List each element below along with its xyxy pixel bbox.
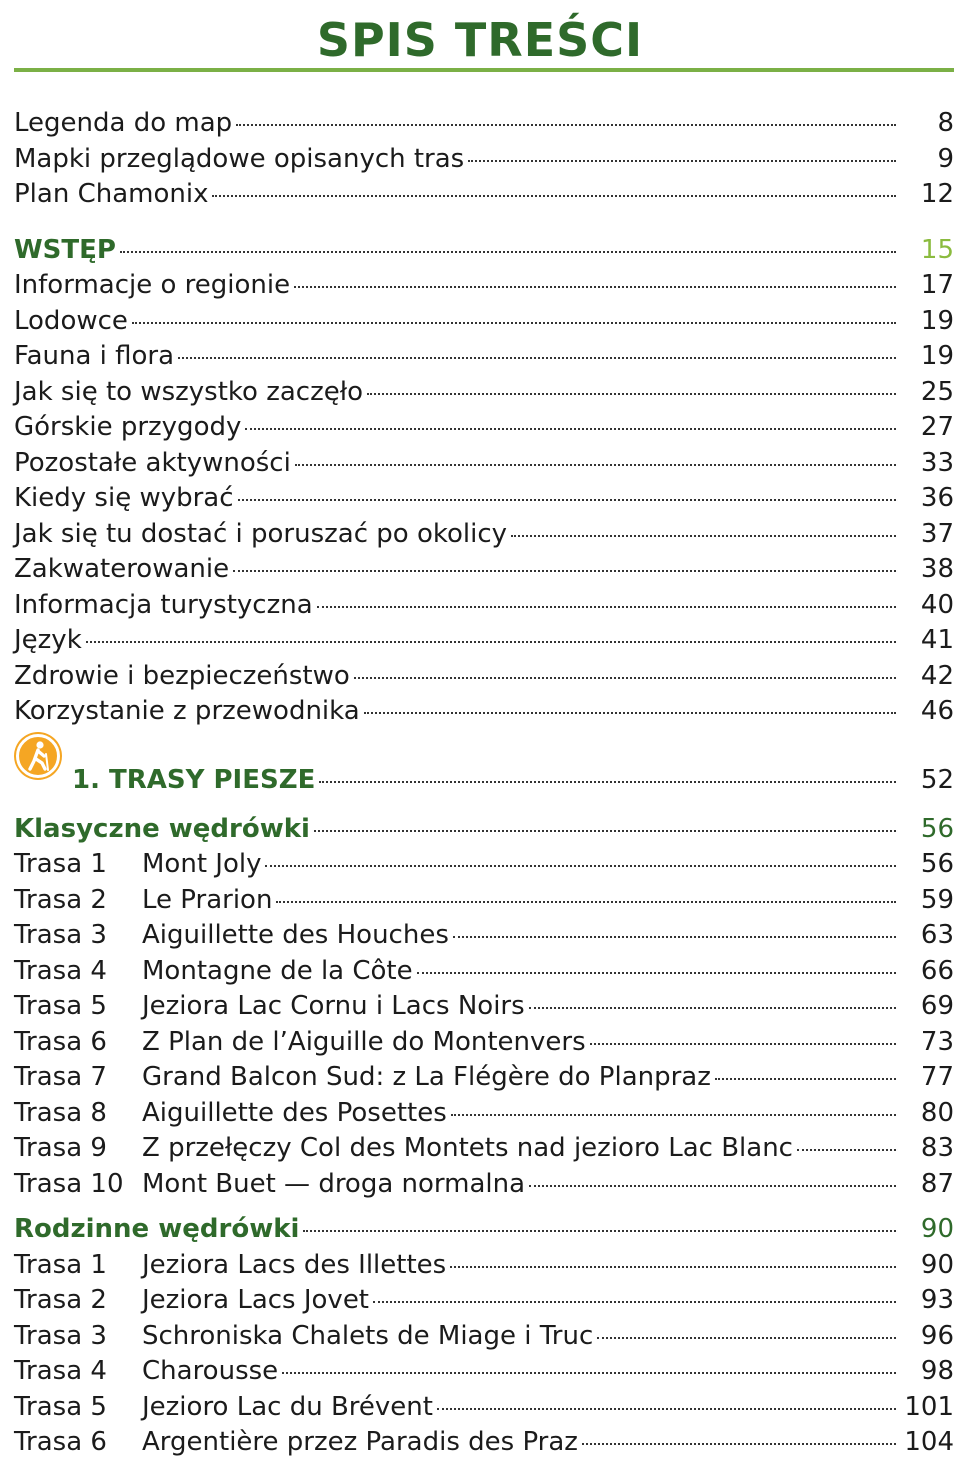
toc-page-number: 38 — [920, 554, 954, 584]
toc-page-number: 90 — [920, 1249, 954, 1280]
toc-page-number: 73 — [920, 1026, 954, 1057]
toc-page-number: 52 — [920, 764, 954, 795]
toc-heading-intro[interactable] — [14, 233, 954, 269]
dot-leader — [282, 1372, 896, 1374]
toc-entry-label: Mont Buet — droga normalna — [142, 1168, 526, 1199]
route-number: Trasa 5 — [14, 1391, 107, 1422]
page-title: SPIS TREŚCI — [316, 13, 644, 67]
route-number: Trasa 6 — [14, 1427, 107, 1457]
toc-entry-label: Jezioro Lac du Brévent — [142, 1391, 433, 1422]
toc-entry-label: Grand Balcon Sud: z La Flégère do Planpraz — [142, 1062, 711, 1092]
route-number: Trasa 1 — [14, 1249, 107, 1280]
route-number: Trasa 2 — [14, 1285, 107, 1315]
dot-leader — [317, 606, 896, 608]
toc-entry[interactable] — [14, 1390, 954, 1426]
toc-entry-label: Montagne de la Côte — [142, 955, 413, 986]
toc-heading-label: Rodzinne wędrówki — [14, 1214, 300, 1244]
toc-entry[interactable] — [14, 954, 954, 990]
toc-entry[interactable] — [14, 1319, 954, 1355]
route-number: Trasa 7 — [14, 1062, 107, 1092]
dot-leader — [303, 1230, 896, 1232]
toc-entry-label: Zdrowie i bezpieczeństwo — [14, 660, 350, 691]
toc-heading-label: WSTĘP — [14, 234, 116, 265]
toc-entry[interactable] — [14, 177, 954, 213]
toc-entry-label: Pozostałe aktywności — [14, 447, 291, 478]
route-number: Trasa 3 — [14, 920, 107, 950]
toc-entry-label: Górskie przygody — [14, 412, 242, 442]
toc-entry[interactable] — [14, 106, 954, 142]
toc-entry-label: Mapki przeglądowe opisanych tras — [14, 143, 465, 174]
toc-heading-family[interactable] — [14, 1212, 954, 1248]
toc-page-number: 19 — [920, 341, 954, 371]
dot-leader — [265, 865, 896, 867]
toc-page-number: 104 — [904, 1427, 954, 1457]
toc-entry[interactable] — [14, 1425, 954, 1461]
toc-entry-label: Kiedy się wybrać — [14, 483, 234, 513]
toc-entry-label: Schroniska Chalets de Miage i Truc — [142, 1320, 594, 1351]
toc-page-number: 36 — [920, 483, 954, 513]
toc-page-number: 37 — [920, 518, 954, 549]
family-routes-list — [14, 1248, 954, 1461]
toc-entry[interactable] — [14, 410, 954, 446]
toc-page-number: 69 — [920, 991, 954, 1021]
toc-page-number: 101 — [904, 1391, 954, 1422]
toc-page-number: 83 — [920, 1133, 954, 1163]
toc-entry-label: Język — [14, 625, 82, 655]
route-number: Trasa 10 — [14, 1168, 124, 1199]
route-number: Trasa 5 — [14, 991, 107, 1021]
toc-page-number: 19 — [920, 305, 954, 336]
toc-entry[interactable] — [14, 142, 954, 178]
toc-entry-label: Aiguillette des Houches — [142, 920, 449, 950]
toc-page-number: 9 — [937, 143, 954, 174]
toc-entry-label: Jak się to wszystko zaczęło — [14, 376, 364, 407]
toc-entry[interactable] — [14, 694, 954, 730]
toc-page-number: 63 — [920, 920, 954, 950]
route-number: Trasa 9 — [14, 1133, 107, 1163]
toc-entry[interactable] — [14, 918, 954, 954]
toc-entry-label: Fauna i flora — [14, 341, 175, 371]
toc-page-number: 96 — [920, 1320, 954, 1351]
toc-page-number: 77 — [920, 1062, 954, 1092]
dot-leader — [295, 464, 896, 466]
dot-leader — [294, 286, 896, 288]
toc-entry[interactable] — [14, 268, 954, 304]
toc-entry[interactable] — [14, 1096, 954, 1132]
dot-leader — [417, 972, 896, 974]
dot-leader — [451, 1114, 896, 1116]
toc-page-number: 27 — [920, 412, 954, 442]
toc-entry-label: Le Prarion — [142, 884, 273, 915]
title-rule — [14, 68, 954, 72]
toc-page-number: 17 — [920, 270, 954, 300]
toc-entry-label: Jeziora Lacs Jovet — [142, 1285, 370, 1315]
toc-page-number: 98 — [920, 1356, 954, 1386]
toc-entry-label: Lodowce — [14, 305, 128, 336]
dot-leader — [453, 936, 896, 938]
toc-entry[interactable] — [14, 1283, 954, 1319]
toc-entry-label: Z Plan de l’Aiguille do Montenvers — [142, 1026, 586, 1057]
toc-entry[interactable] — [14, 1060, 954, 1096]
toc-entry-label: Informacja turystyczna — [14, 589, 313, 620]
toc-entry[interactable] — [14, 1167, 954, 1203]
toc-entry[interactable] — [14, 588, 954, 624]
dot-leader — [529, 1007, 896, 1009]
dot-leader — [373, 1301, 896, 1303]
table-of-contents — [14, 106, 954, 1461]
toc-page-number: 46 — [920, 696, 954, 726]
toc-part-1[interactable] — [14, 740, 954, 802]
toc-page-number: 8 — [937, 108, 954, 138]
intro-list — [14, 268, 954, 730]
route-number: Trasa 4 — [14, 1356, 107, 1386]
dot-leader — [437, 1408, 896, 1410]
toc-entry-label: Charousse — [142, 1356, 279, 1386]
toc-entry[interactable] — [14, 446, 954, 482]
toc-heading-label: Klasyczne wędrówki — [14, 813, 310, 844]
toc-entry[interactable] — [14, 375, 954, 411]
toc-entry[interactable] — [14, 481, 954, 517]
dot-leader — [529, 1185, 896, 1187]
toc-entry-label: Aiguillette des Posettes — [142, 1097, 447, 1128]
toc-entry[interactable] — [14, 989, 954, 1025]
dot-leader — [319, 781, 896, 783]
dot-leader — [86, 641, 896, 643]
route-number: Trasa 3 — [14, 1320, 107, 1351]
dot-leader — [590, 1043, 896, 1045]
toc-page-number: 40 — [920, 589, 954, 620]
dot-leader — [715, 1078, 896, 1080]
toc-entry-label: Korzystanie z przewodnika — [14, 696, 360, 726]
dot-leader — [797, 1149, 896, 1151]
toc-entry[interactable] — [14, 659, 954, 695]
toc-entry-label: Informacje o regionie — [14, 270, 291, 300]
toc-page-number: 42 — [920, 660, 954, 691]
toc-page-number: 56 — [920, 849, 954, 879]
dot-leader — [212, 195, 896, 197]
dot-leader — [367, 393, 896, 395]
dot-leader — [597, 1337, 896, 1339]
toc-entry[interactable] — [14, 1248, 954, 1284]
toc-entry-label: Plan Chamonix — [14, 179, 209, 209]
toc-page-number: 56 — [920, 813, 954, 844]
toc-entry-label: Jeziora Lacs des Illettes — [142, 1249, 447, 1280]
toc-page-number: 25 — [920, 376, 954, 407]
toc-heading-classic[interactable] — [14, 812, 954, 848]
dot-leader — [450, 1266, 896, 1268]
dot-leader — [233, 570, 896, 572]
toc-entry[interactable] — [14, 623, 954, 659]
toc-entry[interactable] — [14, 517, 954, 553]
dot-leader — [178, 357, 896, 359]
classic-routes-list — [14, 847, 954, 1202]
toc-entry-label: Jeziora Lac Cornu i Lacs Noirs — [142, 991, 525, 1021]
dot-leader — [245, 428, 896, 430]
toc-entry-label: Mont Joly — [142, 849, 262, 879]
toc-entry-label: Argentière przez Paradis des Praz — [142, 1427, 578, 1457]
toc-entry[interactable] — [14, 1131, 954, 1167]
dot-leader — [120, 251, 896, 253]
dot-leader — [276, 901, 896, 903]
toc-entry-label: Legenda do map — [14, 108, 233, 138]
toc-page-number: 33 — [920, 447, 954, 478]
dot-leader — [236, 124, 896, 126]
route-number: Trasa 2 — [14, 884, 107, 915]
toc-entry-label: Z przełęczy Col des Montets nad jezioro Lac Blanc — [142, 1133, 793, 1163]
toc-page-number: 90 — [920, 1214, 954, 1244]
toc-entry[interactable] — [14, 552, 954, 588]
dot-leader — [238, 499, 896, 501]
route-number: Trasa 8 — [14, 1097, 107, 1128]
toc-entry-label: Zakwaterowanie — [14, 554, 230, 584]
toc-page-number: 66 — [920, 955, 954, 986]
dot-leader — [132, 322, 896, 324]
toc-entry[interactable] — [14, 883, 954, 919]
toc-page-number: 41 — [920, 625, 954, 655]
dot-leader — [364, 712, 896, 714]
toc-page-number: 87 — [920, 1168, 954, 1199]
front-matter-list — [14, 106, 954, 213]
toc-entry[interactable] — [14, 304, 954, 340]
toc-entry[interactable] — [14, 1025, 954, 1061]
hiker-icon — [14, 732, 62, 780]
toc-part-label: 1. TRASY PIESZE — [72, 764, 316, 795]
route-number: Trasa 1 — [14, 849, 107, 879]
dot-leader — [354, 677, 896, 679]
toc-entry-label: Jak się tu dostać i poruszać po okolicy — [14, 518, 508, 549]
toc-entry[interactable] — [14, 339, 954, 375]
toc-entry[interactable] — [14, 1354, 954, 1390]
toc-page-number: 93 — [920, 1285, 954, 1315]
dot-leader — [511, 535, 896, 537]
toc-page-number: 80 — [920, 1097, 954, 1128]
dot-leader — [468, 160, 896, 162]
toc-page-number: 59 — [920, 884, 954, 915]
toc-page-number: 15 — [920, 234, 954, 265]
route-number: Trasa 6 — [14, 1026, 107, 1057]
toc-entry[interactable] — [14, 847, 954, 883]
dot-leader — [582, 1443, 896, 1445]
dot-leader — [314, 830, 896, 832]
route-number: Trasa 4 — [14, 955, 107, 986]
toc-page-number: 12 — [920, 179, 954, 209]
